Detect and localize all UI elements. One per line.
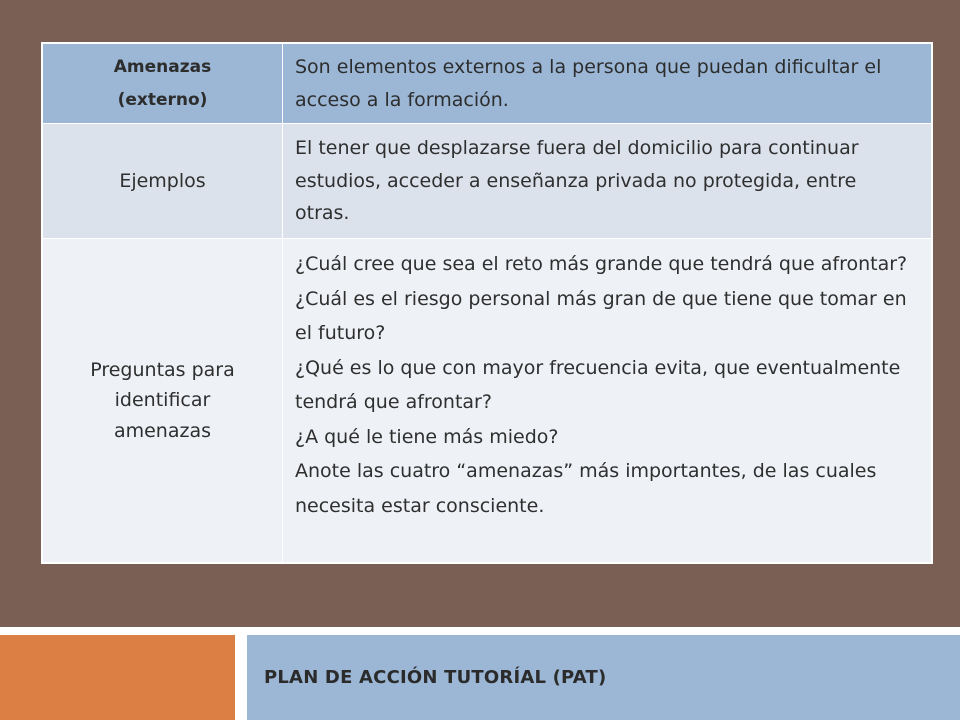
header-definition-text: Son elementos externos a la persona que puedan dificultar el acceso a la formación. bbox=[295, 55, 882, 111]
footer-title-bar bbox=[247, 635, 960, 720]
table-row-questions bbox=[43, 239, 932, 563]
table-grid bbox=[42, 43, 932, 563]
questions-label-line1: Preguntas para bbox=[90, 359, 235, 382]
question-line: Anote las cuatro “amenazas” más importantes, de las cuales necesita estar consciente. bbox=[295, 460, 877, 518]
threats-table bbox=[41, 42, 933, 564]
questions-label-line3: amenazas bbox=[113, 419, 212, 442]
question-line: ¿Cuál es el riesgo personal más gran de que tiene que tomar en el futuro? bbox=[295, 287, 907, 345]
header-definition-cell bbox=[283, 44, 932, 124]
examples-text: El tener que desplazarse fuera del domicilio para continuar estudios, acceder a enseñanza privada no protegida, entre otras. bbox=[295, 136, 859, 225]
header-label-cell bbox=[43, 44, 283, 124]
questions-label-line2: identificar bbox=[114, 389, 211, 412]
table-row-examples bbox=[43, 124, 932, 239]
examples-label: Ejemplos bbox=[119, 169, 206, 192]
question-line: ¿Cuál cree que sea el reto más grande que tendrá que afrontar? bbox=[295, 253, 908, 275]
question-line: ¿A qué le tiene más miedo? bbox=[295, 425, 559, 448]
examples-label-cell bbox=[43, 124, 283, 239]
footer-title: PLAN DE ACCIÓN TUTORÍAL (PAT) bbox=[264, 667, 607, 688]
questions-list-cell bbox=[283, 239, 932, 563]
examples-text-cell bbox=[283, 124, 932, 239]
footer-orange-block bbox=[0, 635, 235, 720]
questions-label-cell bbox=[43, 239, 283, 563]
question-line: ¿Qué es lo que con mayor frecuencia evita, que eventualmente tendrá que afrontar? bbox=[295, 356, 901, 414]
table-row-header bbox=[43, 44, 932, 124]
footer-divider bbox=[0, 627, 960, 635]
header-label-line1: Amenazas bbox=[113, 57, 212, 78]
header-label-line2: (externo) bbox=[117, 89, 208, 110]
